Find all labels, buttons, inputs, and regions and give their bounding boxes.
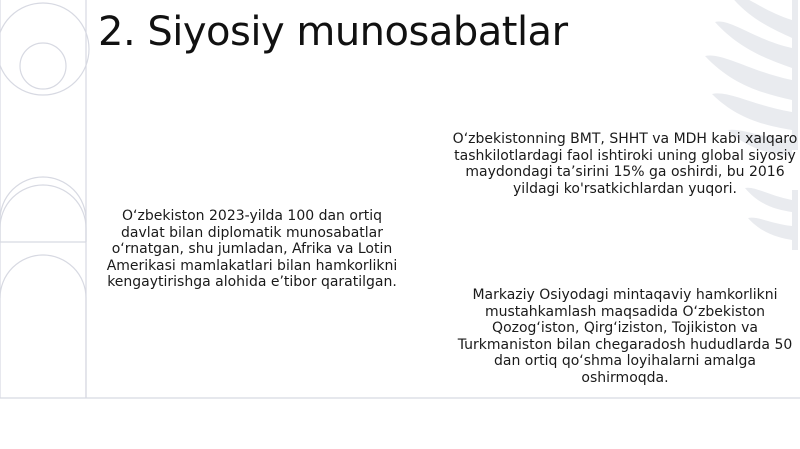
decor-arch-inner [0,185,86,242]
decor-wheat-watermark [705,0,798,250]
paragraph-international-organizations: O‘zbekistonning BMT, SHHT va MDH kabi xalqaro tashkilotlardagi faol ishtiroki uning global siyosiy maydondagi ta’sirini 15% ga oshirdi, bu 2016 yildagi ko'rsatkichlardan yuqori. [452,131,798,197]
decor-circle-small [20,43,66,89]
decor-arch-lower [0,255,86,398]
paragraph-diplomatic-relations: O‘zbekiston 2023-yilda 100 dan ortiq davlat bilan diplomatik munosabatlar o‘rnatgan, shu jumladan, Afrika va Lotin Amerikasi mamlakatlari bilan hamkorlikni kengaytirishga alohida e’tibor qaratilgan. [106,208,398,290]
paragraph-regional-cooperation: Markaziy Osiyodagi mintaqaviy hamkorlikni mustahkamlash maqsadida O‘zbekiston Qozog‘iston, Qirg‘iziston, Tojikiston va Turkmaniston bilan chegaradosh hududlarda 50 dan ortiq qo‘shma loyihalarni amalga oshirmoqda. [457,287,793,386]
slide-title: 2. Siyosiy munosabatlar [98,9,568,55]
decor-circle-large [0,3,89,95]
decor-arch-outer [0,177,86,242]
